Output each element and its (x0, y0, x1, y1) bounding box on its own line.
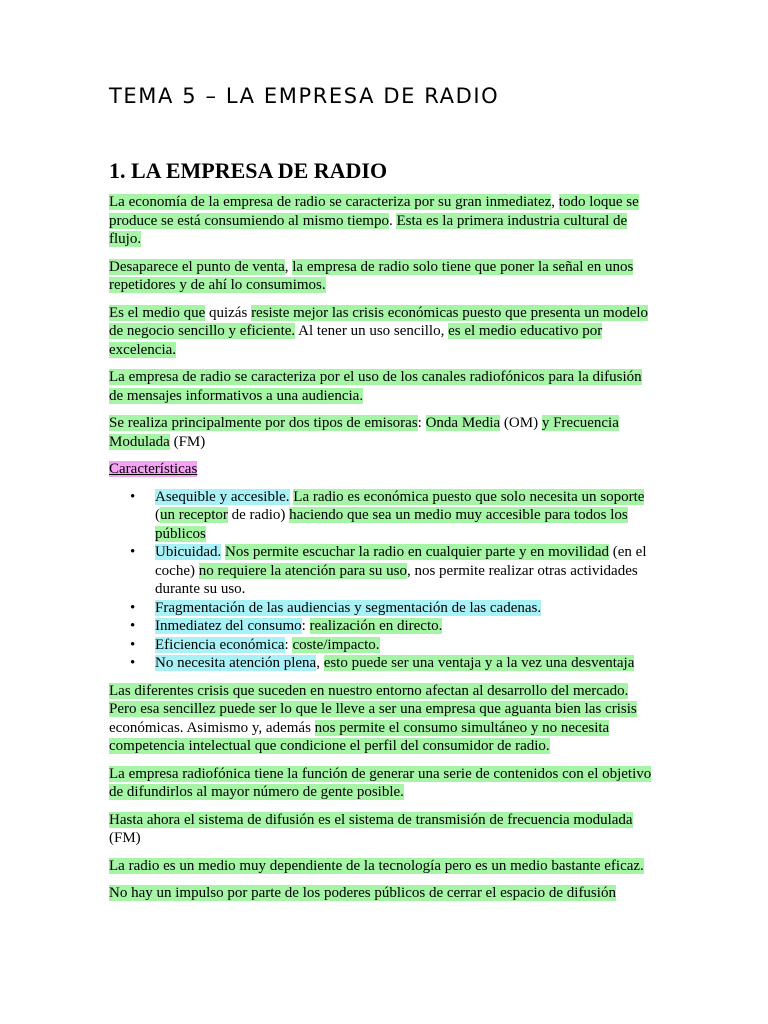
highlighted-text: Onda Media (425, 415, 501, 431)
highlighted-text: Eficiencia económica (155, 636, 285, 653)
section-heading: 1. LA EMPRESA DE RADIO (109, 158, 388, 183)
paragraph (109, 368, 659, 405)
text-run: Al tener un uso sencillo, (295, 323, 449, 339)
highlighted-text: La empresa radiofónica tiene la función de generar una serie de contenidos con el objetivo de difundirlos al mayor número de gente posible. (109, 765, 652, 800)
highlighted-text: Esta es la primera industria cultural de flujo. (109, 212, 628, 247)
highlighted-text: y Frecuencia Modulada (109, 415, 619, 450)
highlighted-text: La empresa de radio se caracteriza por el uso de los canales radiofónicos para la difusión de mensajes informativos a una audiencia. (109, 369, 642, 404)
highlighted-text: esto puede ser una ventaja y a la vez una desventaja (323, 655, 635, 671)
highlighted-text: no requiere la atención para su uso (198, 562, 407, 579)
highlighted-text: Hasta ahora el sistema de difusión es el sistema de transmisión de frecuencia modulada (109, 811, 633, 828)
highlighted-text: nos permite el consumo simultáneo y no necesita competencia intelectual que condicione el perfil del consumidor de radio. (109, 719, 610, 754)
text-run: . (388, 212, 397, 229)
paragraph (109, 414, 659, 451)
highlighted-text: realización en directo. (309, 618, 443, 634)
paragraphs-top (109, 193, 659, 451)
text-run: : (417, 415, 426, 431)
paragraph (109, 682, 659, 756)
paragraph (109, 304, 659, 360)
text-run: , nos permite realizar otras actividades durante su uso. (155, 562, 638, 597)
highlighted-text: un receptor (160, 507, 228, 523)
feature-item (109, 654, 659, 673)
highlighted-text: Las diferentes crisis que suceden en nuestro entorno afectan al desarrollo del mercado. Pero esa sencillez puede ser lo que le lleve a ser una empresa que aguanta bien las crisis (109, 682, 637, 717)
highlighted-text: haciendo que sea un medio muy accesible para todos los públicos (155, 507, 628, 542)
highlighted-text: resiste mejor las crisis económicas puesto que presenta un modelo de negocio sencillo y eficiente. (109, 304, 649, 339)
text-run: (en el coche) (155, 544, 647, 579)
text-run: (OM) (500, 415, 542, 431)
highlighted-text: Ubicuidad. (155, 544, 222, 560)
highlighted-text: La radio es un medio muy dependiente de la tecnología pero es un medio bastante eficaz. (109, 857, 644, 874)
text-run: (FM) (169, 433, 206, 450)
features-heading (109, 460, 659, 479)
feature-item (109, 543, 659, 599)
highlighted-text: Nos permite escuchar la radio en cualquier parte y en movilidad (224, 544, 610, 560)
text-run: , (284, 258, 293, 275)
text-run: económicas. Asimismo y, además (109, 719, 315, 736)
highlighted-text: No hay un impulso por parte de los poderes públicos de cerrar el espacio de difusión (109, 885, 616, 901)
highlighted-text: Desaparece el punto de venta (109, 258, 285, 275)
paragraphs-bottom (109, 682, 659, 903)
text-run: (FM) (109, 830, 141, 846)
highlighted-text: todo loque se produce se está consumiendo al mismo tiempo (109, 194, 639, 229)
paragraph (109, 765, 659, 802)
document-title: TEMA 5 – LA EMPRESA DE RADIO (109, 84, 500, 108)
feature-item (109, 617, 659, 636)
text-run: , (316, 655, 324, 671)
text-run: , (551, 194, 559, 210)
highlighted-text: Asequible y accesible. (155, 488, 290, 505)
highlighted-text: la empresa de radio solo tiene que poner la señal en unos repetidores y de ahí lo consumimos. (109, 258, 634, 293)
text-run: : (301, 618, 310, 634)
highlighted-text: La radio es económica puesto que solo necesita un soporte (293, 488, 645, 505)
highlighted-text: Se realiza principalmente por dos tipos de emisoras (109, 415, 418, 431)
feature-item (109, 599, 659, 618)
document-body (109, 193, 659, 912)
highlighted-text: Inmediatez del consumo (155, 618, 302, 634)
highlighted-text: La economía de la empresa de radio se caracteriza por su gran inmediatez (109, 194, 552, 210)
text-run: : (284, 636, 293, 653)
highlighted-text: es el medio educativo por excelencia. (109, 323, 603, 358)
highlighted-text: Fragmentación de las audiencias y segmentación de las cadenas. (155, 599, 542, 616)
paragraph (109, 258, 659, 295)
feature-item (109, 636, 659, 655)
paragraph (109, 811, 659, 848)
highlighted-text: Es el medio que (109, 304, 206, 321)
paragraph (109, 193, 659, 249)
features-list (109, 488, 659, 673)
paragraph (109, 857, 659, 876)
highlighted-text: No necesita atención plena (155, 655, 317, 671)
features-heading-text: Características (109, 461, 198, 477)
text-run: ( (155, 507, 160, 523)
text-run: quizás (205, 304, 252, 321)
text-run: de radio) (227, 507, 290, 523)
feature-item (109, 488, 659, 544)
paragraph (109, 884, 659, 903)
highlighted-text: coste/impacto. (292, 636, 380, 653)
